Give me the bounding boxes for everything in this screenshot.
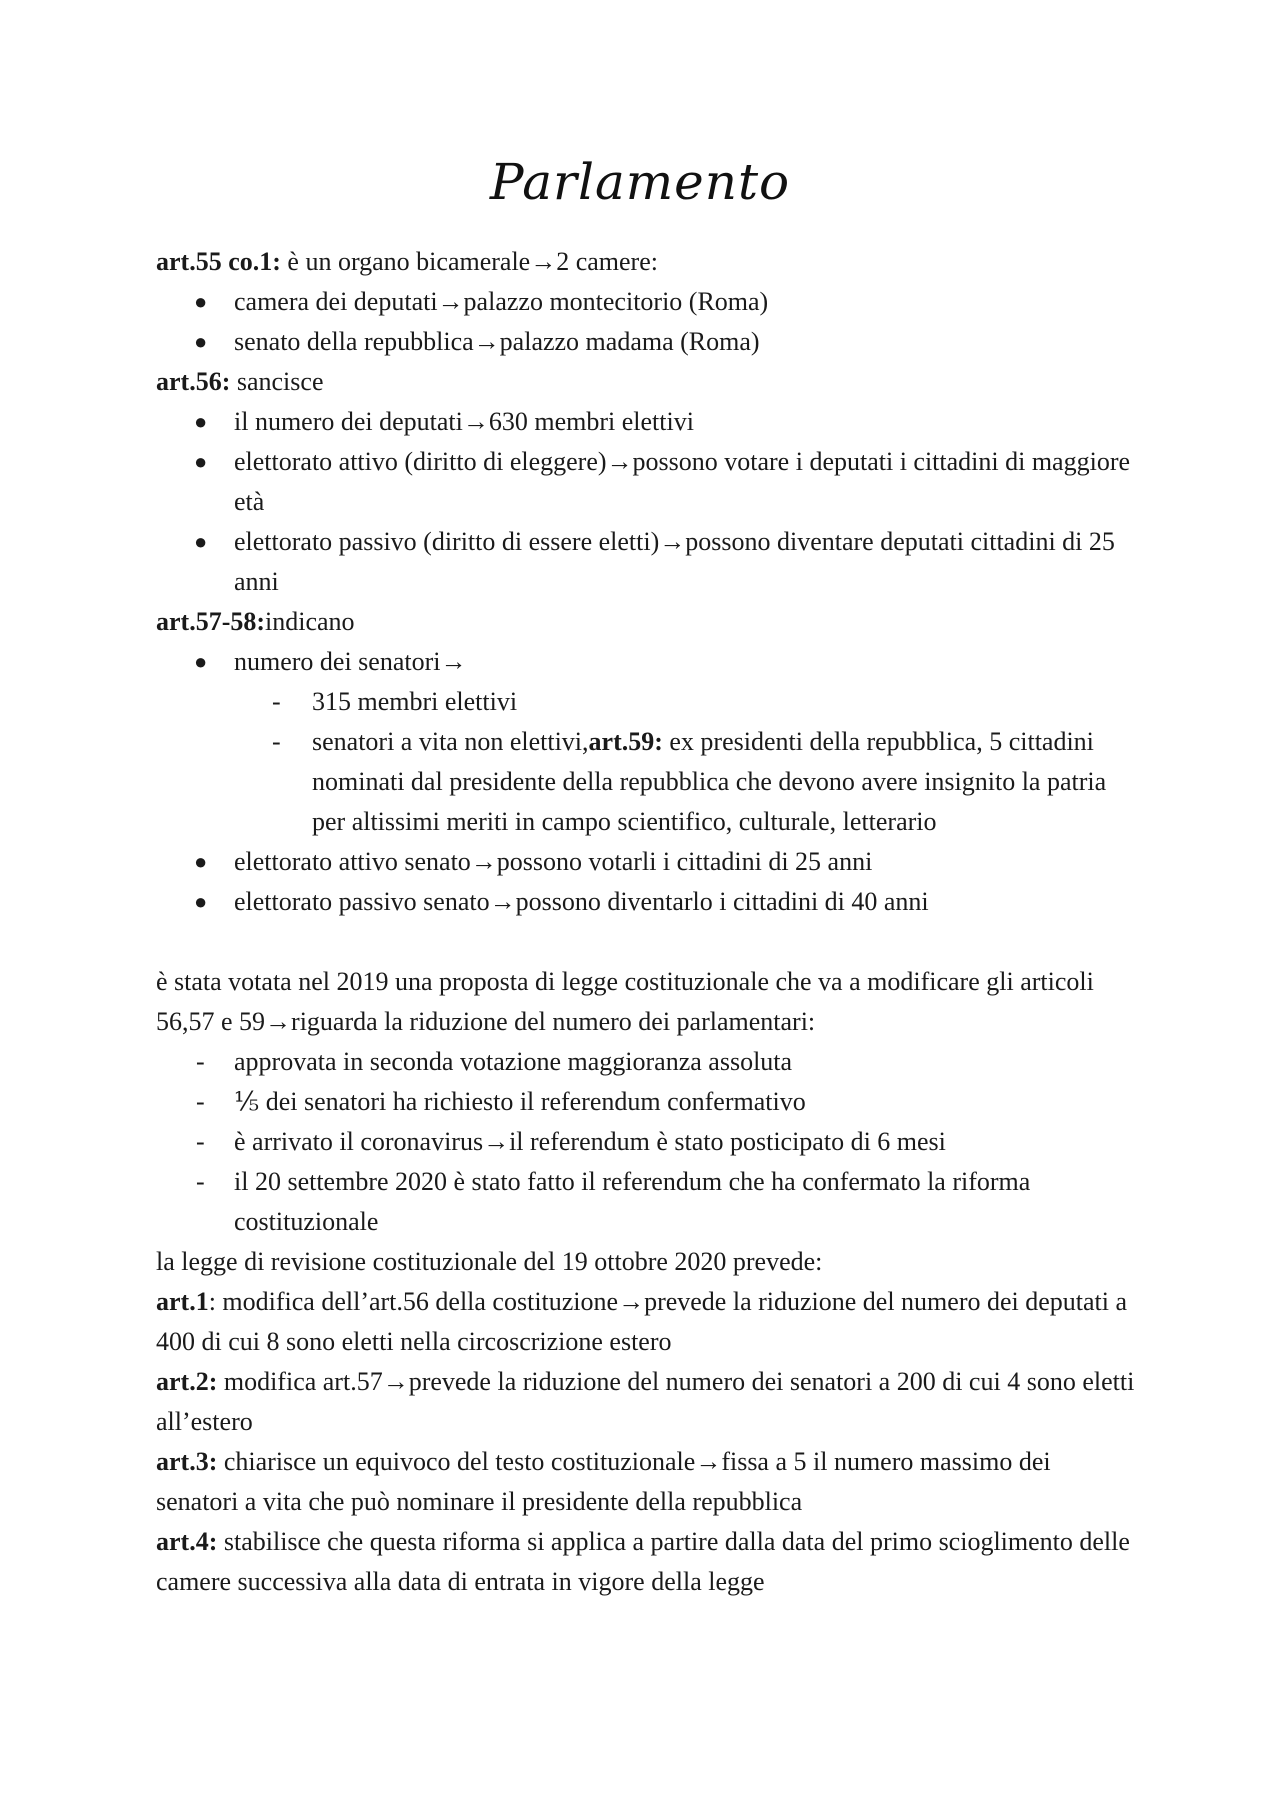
reform-intro: è stata votata nel 2019 una proposta di legge costituzionale che va a modificare gli articoli 56,57 e 59→riguarda la riduzione del numero dei parlamentari: bbox=[156, 967, 1094, 1036]
list-item bbox=[156, 642, 1136, 682]
sublist-item-text: 315 membri elettivi bbox=[312, 687, 518, 716]
list-item bbox=[156, 882, 1136, 922]
art59-label: art.59: bbox=[588, 727, 663, 756]
sublist-item-text: ex presidenti della repubblica, 5 cittadini nominati dal presidente della repubblica che devono avere insignito la patria per altissimi meriti in campo scientifico, culturale, letterario bbox=[312, 727, 1107, 836]
list-item-text: ⅕ dei senatori ha richiesto il referendum confermativo bbox=[234, 1087, 806, 1116]
list-item-text: approvata in seconda votazione maggioranza assoluta bbox=[234, 1047, 793, 1076]
bullet-icon: ● bbox=[194, 889, 208, 914]
reform-list bbox=[156, 1042, 1136, 1242]
art56-label: art.56: bbox=[156, 367, 231, 396]
art56-text: sancisce bbox=[230, 367, 324, 396]
art55-list bbox=[156, 282, 1136, 362]
law-art1-text: : modifica dell’art.56 della costituzione→prevede la riduzione del numero dei deputati a 400 di cui 8 sono eletti nella circoscrizione estero bbox=[156, 1287, 1128, 1356]
law-art4 bbox=[156, 1522, 1136, 1602]
art55-text: è un organo bicamerale→2 camere: bbox=[280, 247, 658, 276]
list-item bbox=[156, 1122, 1136, 1162]
bullet-icon: ● bbox=[194, 409, 208, 434]
list-item-text: è arrivato il coronavirus→il referendum è stato posticipato di 6 mesi bbox=[234, 1127, 946, 1156]
senators-sublist bbox=[156, 682, 1136, 842]
art56-heading bbox=[156, 362, 1136, 402]
page-title: Parlamento bbox=[489, 153, 791, 211]
law-art3 bbox=[156, 1442, 1136, 1522]
list-item-text: elettorato passivo senato→possono diventarlo i cittadini di 40 anni bbox=[234, 887, 929, 916]
list-item-text: il 20 settembre 2020 è stato fatto il referendum che ha confermato la riforma costituzionale bbox=[234, 1167, 1031, 1236]
list-item-text: senato della repubblica→palazzo madama (Roma) bbox=[234, 327, 760, 356]
sublist-item bbox=[156, 722, 1136, 842]
list-item bbox=[156, 842, 1136, 882]
list-item-text: numero dei senatori→ bbox=[234, 647, 467, 676]
list-item bbox=[156, 1162, 1136, 1242]
law-art4-label: art.4: bbox=[156, 1527, 218, 1556]
list-item bbox=[156, 402, 1136, 442]
law-art2-label: art.2: bbox=[156, 1367, 218, 1396]
list-item-text: elettorato passivo (diritto di essere eletti)→possono diventare deputati cittadini di 25 anni bbox=[234, 527, 1115, 596]
law-art2 bbox=[156, 1362, 1136, 1442]
dash-icon: - bbox=[196, 1167, 205, 1196]
list-item-text: camera dei deputati→palazzo montecitorio (Roma) bbox=[234, 287, 769, 316]
art5758-heading bbox=[156, 602, 1136, 642]
list-item-text: elettorato attivo senato→possono votarli i cittadini di 25 anni bbox=[234, 847, 873, 876]
bullet-icon: ● bbox=[194, 329, 208, 354]
art5758-label: art.57-58: bbox=[156, 607, 266, 636]
art5758-text: indicano bbox=[265, 607, 355, 636]
dash-icon: - bbox=[196, 1047, 205, 1076]
dash-icon: - bbox=[196, 1087, 205, 1116]
list-item bbox=[156, 282, 1136, 322]
list-item bbox=[156, 1082, 1136, 1122]
law-art2-text: modifica art.57→prevede la riduzione del numero dei senatori a 200 di cui 4 sono eletti all’estero bbox=[156, 1367, 1135, 1436]
dash-icon: - bbox=[272, 727, 281, 756]
art5758-list bbox=[156, 642, 1136, 682]
dash-icon: - bbox=[196, 1127, 205, 1156]
bullet-icon: ● bbox=[194, 649, 208, 674]
list-item bbox=[156, 1042, 1136, 1082]
bullet-icon: ● bbox=[194, 289, 208, 314]
list-item bbox=[156, 322, 1136, 362]
bullet-icon: ● bbox=[194, 849, 208, 874]
art55-label: art.55 co.1: bbox=[156, 247, 281, 276]
law-art1-label: art.1 bbox=[156, 1287, 209, 1316]
spacer bbox=[156, 922, 1136, 962]
list-item-text: il numero dei deputati→630 membri elettivi bbox=[234, 407, 694, 436]
sublist-item-text: senatori a vita non elettivi, bbox=[312, 727, 589, 756]
list-item bbox=[156, 442, 1136, 522]
sublist-item bbox=[156, 682, 1136, 722]
list-item bbox=[156, 522, 1136, 602]
art55-heading bbox=[156, 242, 1136, 282]
law-art3-label: art.3: bbox=[156, 1447, 218, 1476]
document-body bbox=[156, 242, 1136, 1602]
law-art1 bbox=[156, 1282, 1136, 1362]
bullet-icon: ● bbox=[194, 449, 208, 474]
law-art4-text: stabilisce che questa riforma si applica a partire dalla data del primo scioglimento delle camere successiva alla data di entrata in vigore della legge bbox=[156, 1527, 1130, 1596]
law-art3-text: chiarisce un equivoco del testo costituzionale→fissa a 5 il numero massimo dei senatori a vita che può nominare il presidente della repubblica bbox=[156, 1447, 1051, 1516]
law-intro: la legge di revisione costituzionale del 19 ottobre 2020 prevede: bbox=[156, 1247, 823, 1276]
art5758-list-2 bbox=[156, 842, 1136, 922]
bullet-icon: ● bbox=[194, 529, 208, 554]
art56-list bbox=[156, 402, 1136, 602]
list-item-text: elettorato attivo (diritto di eleggere)→possono votare i deputati i cittadini di maggiore età bbox=[234, 447, 1131, 516]
dash-icon: - bbox=[272, 687, 281, 716]
